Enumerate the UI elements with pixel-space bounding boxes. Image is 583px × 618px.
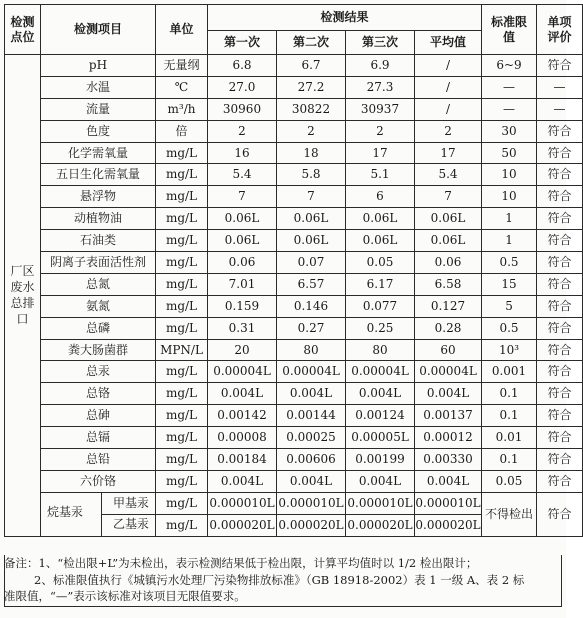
cell-r2: 0.000010L: [277, 492, 346, 514]
cell-eval: 符合: [537, 383, 583, 405]
header-second: 第二次: [277, 31, 346, 55]
cell-unit: mg/L: [156, 405, 208, 427]
cell-r1: 7: [208, 186, 277, 208]
cell-eval: 符合: [537, 449, 583, 471]
cell-r2: 0.07: [277, 252, 346, 274]
table-row: [5, 449, 583, 471]
cell-r1: 0.00142: [208, 405, 277, 427]
cell-item: [41, 514, 156, 536]
cell-r2: 0.06L: [277, 230, 346, 252]
cell-unit: 无量纲: [156, 55, 208, 77]
cell-unit: mg/L: [156, 273, 208, 295]
cell-eval: 符合: [537, 427, 583, 449]
header-first: 第一次: [208, 31, 277, 55]
cell-unit: mg/L: [156, 361, 208, 383]
cell-limit: 6~9: [482, 55, 537, 77]
table-row: [5, 405, 583, 427]
cell-r1: 0.00008: [208, 427, 277, 449]
cell-r3: 2: [346, 120, 415, 142]
cell-r2: 0.00144: [277, 405, 346, 427]
cell-r3: 17: [346, 142, 415, 164]
cell-eval: —: [537, 76, 583, 98]
cell-r2: 0.06L: [277, 208, 346, 230]
cell-r2: 2: [277, 120, 346, 142]
cell-item: 总氮: [41, 273, 156, 295]
cell-unit: mg/L: [156, 186, 208, 208]
cell-r3: 0.004L: [346, 470, 415, 492]
cell-unit: MPN/L: [156, 339, 208, 361]
cell-limit: 1: [482, 208, 537, 230]
table-row: [5, 427, 583, 449]
cell-r1: 5.4: [208, 164, 277, 186]
cell-avg: /: [415, 98, 482, 120]
cell-r2: 80: [277, 339, 346, 361]
cell-avg: 5.4: [415, 164, 482, 186]
header-third: 第三次: [346, 31, 415, 55]
cell-r1: 0.06: [208, 252, 277, 274]
cell-item: 石油类: [41, 230, 156, 252]
cell-item: 悬浮物: [41, 186, 156, 208]
cell-r2: 7: [277, 186, 346, 208]
cell-eval: —: [537, 98, 583, 120]
cell-limit: 10: [482, 186, 537, 208]
cell-limit: 0.5: [482, 317, 537, 339]
cell-avg: 60: [415, 339, 482, 361]
cell-eval: 符合: [537, 339, 583, 361]
subitem-label: 甲基汞: [112, 495, 149, 510]
cell-eval: 符合: [537, 230, 583, 252]
cell-eval: 符合: [537, 142, 583, 164]
cell-limit: 0.1: [482, 405, 537, 427]
cell-avg: 0.06: [415, 252, 482, 274]
cell-r3: 6.17: [346, 273, 415, 295]
table-row: [5, 208, 583, 230]
cell-eval: 符合: [537, 208, 583, 230]
cell-item: 粪大肠菌群: [41, 339, 156, 361]
cell-r2: 6.7: [277, 55, 346, 77]
cell-r3: 0.00199: [346, 449, 415, 471]
cell-eval: 符合: [537, 405, 583, 427]
cell-r1: 0.06L: [208, 230, 277, 252]
group-label: 烷基汞: [47, 504, 84, 519]
cell-r1: 2: [208, 120, 277, 142]
cell-unit: ℃: [156, 76, 208, 98]
table-row: [5, 339, 583, 361]
table-row: [5, 295, 583, 317]
cell-unit: mg/L: [156, 470, 208, 492]
cell-avg: 0.004L: [415, 383, 482, 405]
notes-block: [4, 555, 560, 605]
cell-r2: 27.2: [277, 76, 346, 98]
cell-eval: 符合: [537, 295, 583, 317]
cell-item: 氨氮: [41, 295, 156, 317]
cell-limit: 50: [482, 142, 537, 164]
header-eval: 单项评价: [537, 5, 583, 55]
cell-r3: 0.06L: [346, 208, 415, 230]
cell-r2: 0.000020L: [277, 514, 346, 536]
table-body: [5, 55, 583, 537]
cell-r2: 0.27: [277, 317, 346, 339]
table-row: [5, 273, 583, 295]
cell-unit: mg/L: [156, 230, 208, 252]
cell-avg: 0.00137: [415, 405, 482, 427]
cell-limit: 1: [482, 230, 537, 252]
cell-avg: 0.004L: [415, 470, 482, 492]
cell-limit: —: [482, 76, 537, 98]
table-row: [5, 164, 583, 186]
cell-limit: 15: [482, 273, 537, 295]
cell-unit: mg/L: [156, 317, 208, 339]
cell-item: 水温: [41, 76, 156, 98]
cell-avg: 7: [415, 186, 482, 208]
cell-unit: mg/L: [156, 295, 208, 317]
cell-limit: 0.1: [482, 449, 537, 471]
header-item: 检测项目: [41, 5, 156, 55]
cell-r1: 0.06L: [208, 208, 277, 230]
table-row: [5, 142, 583, 164]
note-line-3: 准限值，“—”表示该标准对该项目无限值要求。: [4, 589, 246, 603]
table-row: [5, 317, 583, 339]
cell-r2: 0.146: [277, 295, 346, 317]
table-row: [5, 252, 583, 274]
cell-r3: 6.9: [346, 55, 415, 77]
cell-limit: 10³: [482, 339, 537, 361]
table-row: [5, 55, 583, 77]
cell-eval: 符合: [537, 120, 583, 142]
cell-r1: 16: [208, 142, 277, 164]
cell-item: 总镉: [41, 427, 156, 449]
cell-eval: 符合: [537, 470, 583, 492]
notes-bottom-border: [4, 606, 562, 607]
cell-r3: 0.06L: [346, 230, 415, 252]
cell-r3: 0.05: [346, 252, 415, 274]
group-divider: [101, 493, 102, 514]
cell-r2: 30822: [277, 98, 346, 120]
cell-unit: 倍: [156, 120, 208, 142]
cell-limit: 10: [482, 164, 537, 186]
cell-r1: 0.000010L: [208, 492, 277, 514]
cell-avg: /: [415, 76, 482, 98]
cell-item: 总铬: [41, 383, 156, 405]
header-unit: 单位: [156, 5, 208, 55]
cell-unit: mg/L: [156, 142, 208, 164]
monitoring-results-table: [4, 4, 583, 537]
cell-avg: 17: [415, 142, 482, 164]
cell-r3: 27.3: [346, 76, 415, 98]
cell-r3: 0.004L: [346, 383, 415, 405]
cell-item: 六价铬: [41, 470, 156, 492]
cell-r1: 0.31: [208, 317, 277, 339]
header-site: 检测点位: [5, 5, 41, 55]
cell-r1: 0.004L: [208, 383, 277, 405]
cell-avg: 0.28: [415, 317, 482, 339]
cell-unit: mg/L: [156, 383, 208, 405]
cell-eval: 符合: [537, 361, 583, 383]
cell-r3: 0.077: [346, 295, 415, 317]
cell-r3: 5.1: [346, 164, 415, 186]
notes-right-border: [561, 555, 562, 607]
cell-avg: 0.00012: [415, 427, 482, 449]
cell-r2: 0.00004L: [277, 361, 346, 383]
cell-item: 五日生化需氧量: [41, 164, 156, 186]
cell-avg: 0.000020L: [415, 514, 482, 536]
cell-unit: mg/L: [156, 208, 208, 230]
table-row: [5, 230, 583, 252]
cell-item: [41, 492, 156, 519]
cell-item: 总磷: [41, 317, 156, 339]
table-row: [5, 76, 583, 98]
cell-unit: mg/L: [156, 252, 208, 274]
cell-item: 流量: [41, 98, 156, 120]
table-row: [5, 186, 583, 208]
table-row: [5, 120, 583, 142]
header-limit: 标准限值: [482, 5, 537, 55]
cell-eval: 符合: [537, 273, 583, 295]
cell-r2: 0.00025: [277, 427, 346, 449]
cell-avg: 6.58: [415, 273, 482, 295]
cell-unit: mg/L: [156, 449, 208, 471]
cell-unit: mg/L: [156, 514, 208, 536]
cell-avg: 0.06L: [415, 208, 482, 230]
cell-r3: 0.00004L: [346, 361, 415, 383]
cell-r2: 6.57: [277, 273, 346, 295]
cell-limit: —: [482, 98, 537, 120]
cell-avg: 0.06L: [415, 230, 482, 252]
cell-limit: 30: [482, 120, 537, 142]
cell-item: 总铅: [41, 449, 156, 471]
table-row: [5, 98, 583, 120]
cell-item: 色度: [41, 120, 156, 142]
cell-eval: 符合: [537, 252, 583, 274]
cell-unit: mg/L: [156, 492, 208, 514]
group-divider: [101, 514, 102, 535]
cell-item: pH: [41, 55, 156, 77]
cell-item: 总砷: [41, 405, 156, 427]
cell-r2: 0.00606: [277, 449, 346, 471]
cell-r1: 0.004L: [208, 470, 277, 492]
cell-limit: 0.01: [482, 427, 537, 449]
cell-unit: m³/h: [156, 98, 208, 120]
table-row: [5, 492, 583, 514]
cell-limit: 0.001: [482, 361, 537, 383]
cell-eval: 符合: [537, 164, 583, 186]
notes-left-border: [4, 555, 5, 607]
table-row: [5, 361, 583, 383]
cell-r1: 0.00184: [208, 449, 277, 471]
cell-r2: 5.8: [277, 164, 346, 186]
cell-r1: 20: [208, 339, 277, 361]
cell-eval: 符合: [537, 492, 583, 536]
cell-r3: 0.25: [346, 317, 415, 339]
cell-r3: 30937: [346, 98, 415, 120]
cell-eval: 符合: [537, 186, 583, 208]
cell-avg: 0.00004L: [415, 361, 482, 383]
cell-r1: 30960: [208, 98, 277, 120]
cell-limit: 0.5: [482, 252, 537, 274]
cell-r3: 0.00005L: [346, 427, 415, 449]
cell-limit: 不得检出: [482, 492, 537, 536]
subitem-label: 乙基汞: [112, 517, 149, 532]
cell-avg: 2: [415, 120, 482, 142]
cell-item: 化学需氧量: [41, 142, 156, 164]
cell-r3: 0.000010L: [346, 492, 415, 514]
cell-avg: 0.127: [415, 295, 482, 317]
cell-r3: 80: [346, 339, 415, 361]
cell-limit: 0.1: [482, 383, 537, 405]
cell-eval: 符合: [537, 317, 583, 339]
cell-limit: 0.05: [482, 470, 537, 492]
cell-r1: 0.159: [208, 295, 277, 317]
cell-r1: 27.0: [208, 76, 277, 98]
cell-r1: 6.8: [208, 55, 277, 77]
cell-eval: 符合: [537, 55, 583, 77]
cell-unit: mg/L: [156, 164, 208, 186]
cell-item: 动植物油: [41, 208, 156, 230]
cell-avg: /: [415, 55, 482, 77]
cell-r2: 18: [277, 142, 346, 164]
cell-r3: 0.00124: [346, 405, 415, 427]
cell-r2: 0.004L: [277, 383, 346, 405]
header-results: 检测结果: [208, 5, 482, 31]
cell-avg: 0.000010L: [415, 492, 482, 514]
cell-r3: 6: [346, 186, 415, 208]
cell-r3: 0.000020L: [346, 514, 415, 536]
cell-unit: mg/L: [156, 427, 208, 449]
header-avg: 平均值: [415, 31, 482, 55]
cell-limit: 5: [482, 295, 537, 317]
table-row: [5, 470, 583, 492]
note-line-2: 2、标准限值执行《城镇污水处理厂污染物排放标准》（GB 18918-2002）表 1 一级 A、表 2 标: [34, 572, 525, 587]
note-line-1: 备注：1、“检出限+L”为未检出，表示检测结果低于检出限，计算平均值时以 1/2 检出限计；: [4, 556, 478, 570]
site-cell: 厂区废水总排口: [5, 55, 41, 537]
cell-item: 总汞: [41, 361, 156, 383]
cell-avg: 0.00330: [415, 449, 482, 471]
table-row: [5, 383, 583, 405]
cell-r1: 0.000020L: [208, 514, 277, 536]
cell-r1: 0.00004L: [208, 361, 277, 383]
cell-r1: 7.01: [208, 273, 277, 295]
cell-item: 阴离子表面活性剂: [41, 252, 156, 274]
cell-r2: 0.004L: [277, 470, 346, 492]
